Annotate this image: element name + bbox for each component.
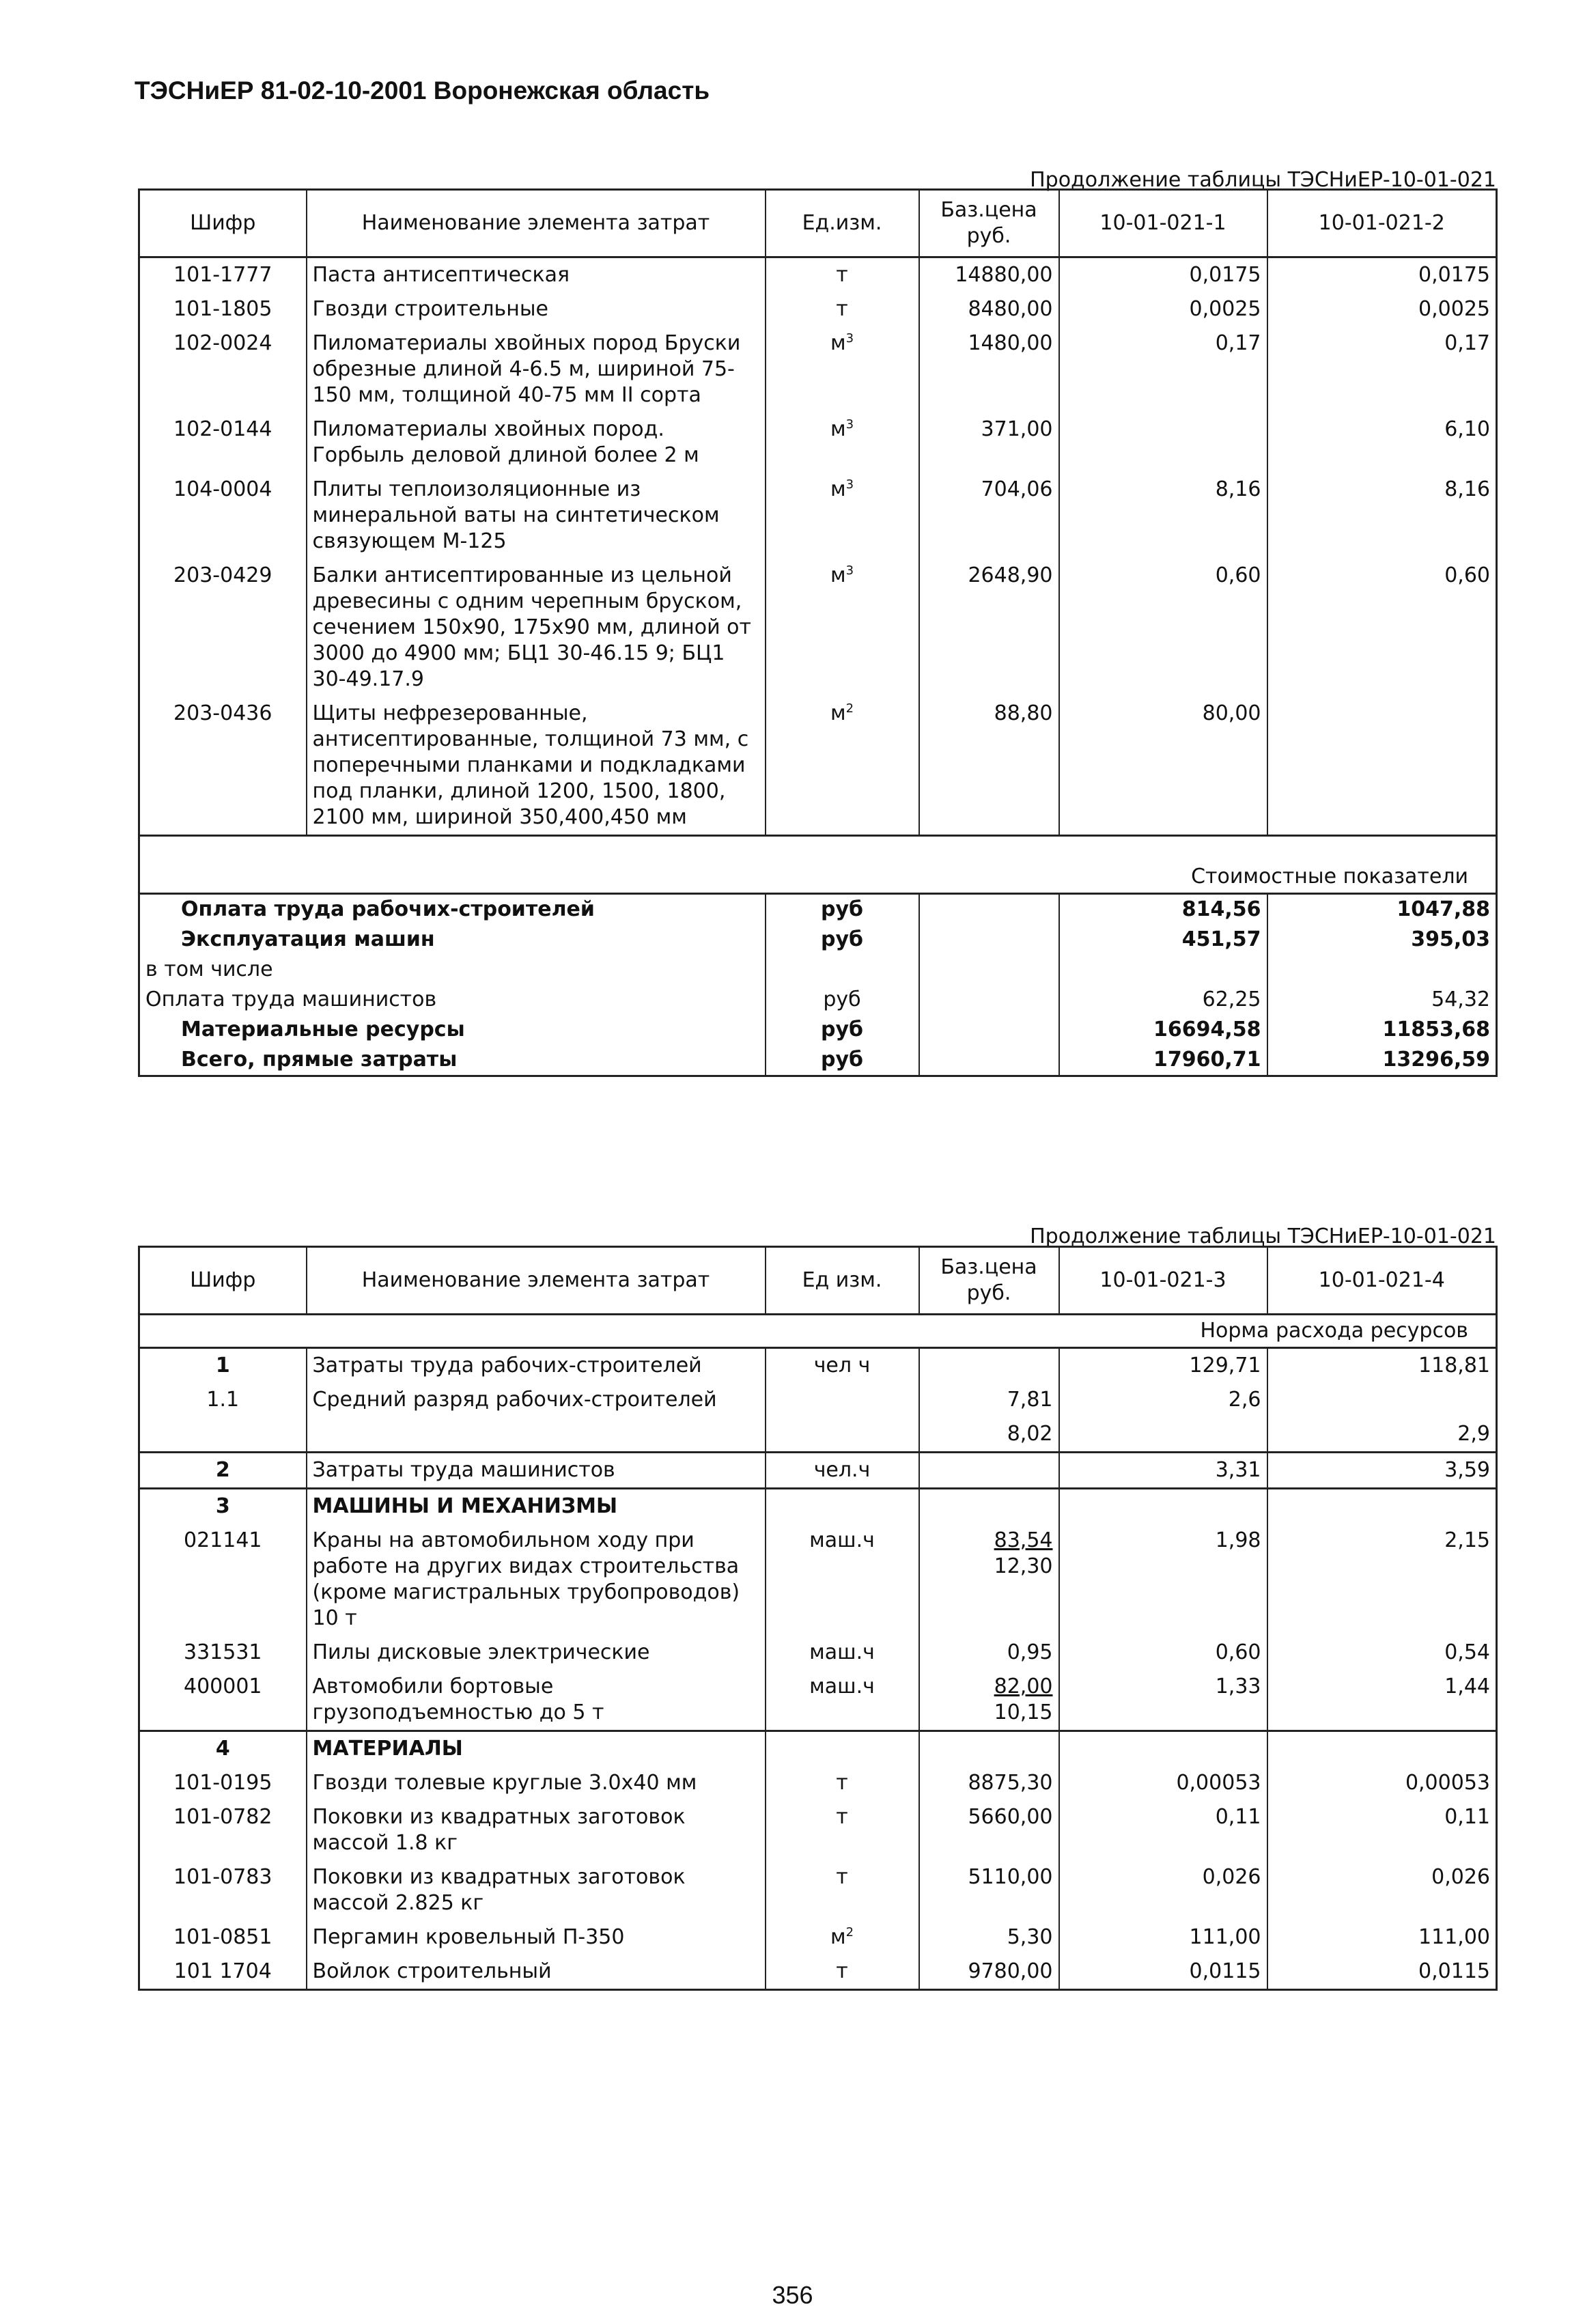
resource-name: Гвозди толевые круглые 3.0х40 мм [307, 1766, 766, 1800]
resource-name: Щиты нефрезерованные, антисептированные, толщиной 73 мм, с поперечными планками и подкладками под планки, длиной 1200, 1500, 1800, 2100 мм, шириной 350,400,450 мм [307, 697, 766, 836]
unit: т [766, 1800, 919, 1860]
value-col4: 1,44 [1267, 1670, 1497, 1731]
value-col4: 0,0115 [1267, 1955, 1497, 1990]
unit-exponent: 3 [845, 417, 854, 432]
table-row [139, 1489, 1497, 1524]
value-col2: 8,16 [1267, 473, 1497, 559]
total-unit: руб [766, 985, 919, 1015]
resource-code: 021141 [183, 1528, 262, 1552]
base-price [919, 1348, 1059, 1384]
resource-table-1 [138, 188, 1498, 1077]
unit-base: м [830, 477, 846, 501]
value-col4 [1267, 1489, 1497, 1524]
base-price [919, 1670, 1059, 1731]
resource-code: 101-0782 [173, 1805, 272, 1829]
resource-name: Поковки из квадратных заготовок массой 1.8 кг [307, 1800, 766, 1860]
unit-exponent: 3 [845, 563, 854, 578]
cost-heading: Стоимостные показатели [139, 836, 1497, 894]
total-unit [766, 955, 919, 985]
column-header: Баз.цена руб. [919, 190, 1059, 257]
table-row [139, 1731, 1497, 1767]
base-price: 5660,00 [919, 1800, 1059, 1860]
unit: маш.ч [766, 1670, 919, 1731]
value-col2: 0,60 [1267, 559, 1497, 697]
total-col1: 451,57 [1059, 925, 1267, 955]
resource-name: Плиты теплоизоляционные из минеральной ваты на синтетическом связующем М-125 [307, 473, 766, 559]
resource-code: 102-0024 [173, 331, 272, 355]
column-header: Ед изм. [766, 1247, 919, 1315]
value-col2: 0,0175 [1267, 257, 1497, 293]
total-unit: руб [766, 1015, 919, 1045]
resource-code: 2 [139, 1453, 307, 1489]
column-header: 10-01-021-4 [1267, 1247, 1497, 1315]
value-col1: 0,0175 [1059, 257, 1267, 293]
unit: чел.ч [766, 1453, 919, 1489]
unit [766, 697, 919, 836]
table-row [139, 1860, 1497, 1920]
resource-code [139, 1417, 307, 1453]
total-label: Эксплуатация машин [181, 927, 435, 951]
unit: маш.ч [766, 1524, 919, 1636]
total-col1: 16694,58 [1059, 1015, 1267, 1045]
column-header: 10-01-021-1 [1059, 190, 1267, 257]
resource-name: Паста антисептическая [307, 257, 766, 293]
unit-base: м [830, 417, 846, 441]
cost-heading-row [139, 836, 1497, 894]
value-col4: 3,59 [1267, 1453, 1497, 1489]
value-col3: 0,026 [1059, 1860, 1267, 1920]
resource-name: Затраты труда рабочих-строителей [307, 1348, 766, 1384]
total-label: Оплата труда рабочих-строителей [181, 897, 595, 921]
unit [766, 412, 919, 473]
base-price: 1480,00 [919, 326, 1059, 412]
value-col4 [1267, 1383, 1497, 1417]
base-price: 7,81 [919, 1383, 1059, 1417]
base-price: 2648,90 [919, 559, 1059, 697]
page-number: 356 [772, 2281, 813, 2309]
unit [766, 1417, 919, 1453]
resource-code: 1 [215, 1354, 230, 1377]
value-col2: 6,10 [1267, 412, 1497, 473]
column-header: Наименование элемента затрат [307, 1247, 766, 1315]
table-row [139, 1800, 1497, 1860]
total-col2: 1047,88 [1267, 894, 1497, 925]
column-header: Баз.цена руб. [919, 1247, 1059, 1315]
resource-name: Пиломатериалы хвойных пород Бруски обрезные длиной 4-6.5 м, шириной 75-150 мм, толщиной 40-75 мм II сорта [307, 326, 766, 412]
total-col1: 17960,71 [1059, 1045, 1267, 1076]
total-empty [919, 925, 1059, 955]
total-empty [919, 955, 1059, 985]
unit: т [766, 292, 919, 326]
value-col2: 0,17 [1267, 326, 1497, 412]
header-row [139, 1247, 1497, 1315]
resource-code: 203-0436 [173, 701, 272, 725]
value-col1: 80,00 [1059, 697, 1267, 836]
total-empty [919, 985, 1059, 1015]
page-header: ТЭСНиЕР 81-02-10-2001 Воронежская область [135, 76, 710, 104]
base-price: 8,02 [919, 1417, 1059, 1453]
value-col2 [1267, 697, 1497, 836]
base-price: 14880,00 [919, 257, 1059, 293]
unit [766, 1489, 919, 1524]
base-price: 88,80 [919, 697, 1059, 836]
value-col3: 111,00 [1059, 1920, 1267, 1955]
unit-exponent: 2 [845, 701, 854, 716]
resource-code: 101 1704 [173, 1959, 272, 1983]
table-row [139, 412, 1497, 473]
value-col4: 2,15 [1267, 1524, 1497, 1636]
column-header: 10-01-021-2 [1267, 190, 1497, 257]
value-col1: 0,17 [1059, 326, 1267, 412]
unit [766, 1383, 919, 1417]
total-empty [919, 1015, 1059, 1045]
base-price [919, 1453, 1059, 1489]
table-row [139, 1453, 1497, 1489]
value-col3: 1,33 [1059, 1670, 1267, 1731]
value-col3: 0,11 [1059, 1800, 1267, 1860]
total-row [139, 894, 1497, 925]
resource-name [307, 1417, 766, 1453]
table2-caption: Продолжение таблицы ТЭСНиЕР-10-01-021 [1030, 1224, 1496, 1248]
value-col4: 0,026 [1267, 1860, 1497, 1920]
unit: т [766, 1766, 919, 1800]
table-row [139, 1524, 1497, 1636]
table-row [139, 1417, 1497, 1453]
resource-name: Пергамин кровельный П-350 [307, 1920, 766, 1955]
total-col2 [1267, 955, 1497, 985]
table-row [139, 473, 1497, 559]
total-col2: 54,32 [1267, 985, 1497, 1015]
base-price: 8875,30 [919, 1766, 1059, 1800]
resource-code: 101-1777 [173, 263, 272, 287]
unit-exponent: 2 [845, 1925, 854, 1940]
resource-code: 102-0144 [173, 417, 272, 441]
resource-name: Затраты труда машинистов [307, 1453, 766, 1489]
column-header: Шифр [139, 190, 307, 257]
norm-heading-row [139, 1315, 1497, 1348]
resource-code: 101-0851 [173, 1925, 272, 1949]
price-primary: 83,54 [994, 1528, 1053, 1552]
resource-name: Балки антисептированные из цельной древесины с одним черепным бруском, сечением 150х90, 175х90 мм, длиной от 3000 до 4900 мм; БЦ1 30-46.15 9; БЦ1 30-49.17.9 [307, 559, 766, 697]
base-price: 5110,00 [919, 1860, 1059, 1920]
total-label: Оплата труда машинистов [145, 988, 437, 1011]
resource-name: МАТЕРИАЛЫ [307, 1731, 766, 1767]
column-header: Ед.изм. [766, 190, 919, 257]
table-row [139, 1670, 1497, 1731]
table-row [139, 1955, 1497, 1990]
total-unit: руб [766, 1045, 919, 1076]
resource-name: Войлок строительный [307, 1955, 766, 1990]
unit-exponent: 3 [845, 331, 854, 346]
total-row [139, 955, 1497, 985]
base-price [919, 1489, 1059, 1524]
column-header: Наименование элемента затрат [307, 190, 766, 257]
table-row [139, 1920, 1497, 1955]
total-label: Материальные ресурсы [181, 1018, 465, 1041]
resource-table-2 [138, 1246, 1498, 1991]
value-col3 [1059, 1731, 1267, 1767]
resource-code: 104-0004 [173, 477, 272, 501]
base-price [919, 1524, 1059, 1636]
value-col4: 2,9 [1267, 1417, 1497, 1453]
value-col4: 118,81 [1267, 1348, 1497, 1384]
value-col1: 8,16 [1059, 473, 1267, 559]
total-row [139, 1015, 1497, 1045]
resource-name: Краны на автомобильном ходу при работе на других видах строительства (кроме магистральных трубопроводов) 10 т [307, 1524, 766, 1636]
unit-exponent: 3 [845, 477, 854, 492]
value-col4: 111,00 [1267, 1920, 1497, 1955]
total-row [139, 985, 1497, 1015]
norm-heading: Норма расхода ресурсов [139, 1315, 1497, 1348]
base-price: 371,00 [919, 412, 1059, 473]
value-col4: 0,54 [1267, 1636, 1497, 1670]
value-col1 [1059, 412, 1267, 473]
total-col2: 11853,68 [1267, 1015, 1497, 1045]
header-row [139, 190, 1497, 257]
resource-name: Гвозди строительные [307, 292, 766, 326]
resource-name: Пиломатериалы хвойных пород. Горбыль деловой длиной более 2 м [307, 412, 766, 473]
unit [766, 559, 919, 697]
total-col1: 814,56 [1059, 894, 1267, 925]
total-empty [919, 1045, 1059, 1076]
resource-code: 1.1 [206, 1388, 240, 1412]
unit [766, 473, 919, 559]
unit [766, 326, 919, 412]
value-col3: 0,00053 [1059, 1766, 1267, 1800]
table-row [139, 697, 1497, 836]
unit: чел ч [766, 1348, 919, 1384]
price-secondary: 10,15 [994, 1700, 1053, 1724]
resource-code: 3 [139, 1489, 307, 1524]
unit: т [766, 1955, 919, 1990]
value-col3: 2,6 [1059, 1383, 1267, 1417]
price-primary: 82,00 [994, 1675, 1053, 1698]
table-row [139, 1636, 1497, 1670]
unit: т [766, 257, 919, 293]
value-col1: 0,0025 [1059, 292, 1267, 326]
base-price: 704,06 [919, 473, 1059, 559]
resource-code: 101-0195 [173, 1771, 272, 1795]
total-col1 [1059, 955, 1267, 985]
value-col4: 0,11 [1267, 1800, 1497, 1860]
resource-name: Автомобили бортовые грузоподъемностью до 5 т [307, 1670, 766, 1731]
total-col1: 62,25 [1059, 985, 1267, 1015]
unit-base: м [830, 331, 846, 355]
value-col1: 0,60 [1059, 559, 1267, 697]
value-col3: 3,31 [1059, 1453, 1267, 1489]
resource-code: 400001 [183, 1675, 262, 1698]
table-row [139, 326, 1497, 412]
table1-caption: Продолжение таблицы ТЭСНиЕР-10-01-021 [1030, 168, 1496, 192]
base-price: 8480,00 [919, 292, 1059, 326]
total-unit: руб [766, 925, 919, 955]
unit: т [766, 1860, 919, 1920]
value-col3 [1059, 1489, 1267, 1524]
total-label: в том числе [145, 957, 273, 981]
unit-base: м [830, 563, 846, 587]
resource-name: Поковки из квадратных заготовок массой 2.825 кг [307, 1860, 766, 1920]
resource-code: 203-0429 [173, 563, 272, 587]
resource-code: 101-1805 [173, 297, 272, 321]
total-row [139, 1045, 1497, 1076]
resource-name: Пилы дисковые электрические [307, 1636, 766, 1670]
column-header: Шифр [139, 1247, 307, 1315]
resource-code: 101-0783 [173, 1865, 272, 1889]
total-empty [919, 894, 1059, 925]
value-col3 [1059, 1417, 1267, 1453]
base-price: 0,95 [919, 1636, 1059, 1670]
value-col2: 0,0025 [1267, 292, 1497, 326]
unit-base: м [830, 1925, 846, 1949]
value-col3: 129,71 [1059, 1348, 1267, 1384]
table-row [139, 1766, 1497, 1800]
resource-name: Средний разряд рабочих-строителей [307, 1383, 766, 1417]
table-row [139, 292, 1497, 326]
base-price [919, 1731, 1059, 1767]
resource-code: 4 [139, 1731, 307, 1767]
value-col3: 0,60 [1059, 1636, 1267, 1670]
table-row [139, 559, 1497, 697]
unit [766, 1731, 919, 1767]
table-row [139, 1383, 1497, 1417]
total-label: Всего, прямые затраты [181, 1048, 458, 1072]
base-price: 9780,00 [919, 1955, 1059, 1990]
unit: маш.ч [766, 1636, 919, 1670]
value-col3: 0,0115 [1059, 1955, 1267, 1990]
resource-name: МАШИНЫ И МЕХАНИЗМЫ [307, 1489, 766, 1524]
base-price: 5,30 [919, 1920, 1059, 1955]
unit [766, 1920, 919, 1955]
resource-code: 331531 [183, 1640, 262, 1664]
total-col2: 13296,59 [1267, 1045, 1497, 1076]
price-secondary: 12,30 [994, 1554, 1053, 1578]
table-row [139, 257, 1497, 293]
unit-base: м [830, 701, 846, 725]
value-col3: 1,98 [1059, 1524, 1267, 1636]
value-col4 [1267, 1731, 1497, 1767]
total-unit: руб [766, 894, 919, 925]
total-col2: 395,03 [1267, 925, 1497, 955]
value-col4: 0,00053 [1267, 1766, 1497, 1800]
table-row [139, 1348, 1497, 1384]
total-row [139, 925, 1497, 955]
column-header: 10-01-021-3 [1059, 1247, 1267, 1315]
